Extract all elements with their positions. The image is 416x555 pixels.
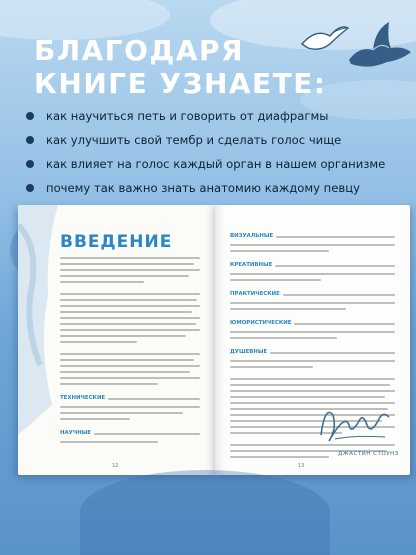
page-number-left: 12 <box>112 463 119 469</box>
keyword: ДУШЕВНЫЕ <box>230 349 268 355</box>
benefits-list <box>26 104 411 200</box>
signature-name: ДЖАСТИН СТОУНЗ <box>338 451 399 457</box>
list-item <box>26 104 411 128</box>
bullet-text: как улучшить свой тембр и сделать голос чище <box>46 133 342 147</box>
keyword-line <box>230 349 395 356</box>
headline <box>34 34 327 100</box>
list-item <box>26 176 411 200</box>
bullet-dot <box>26 184 34 192</box>
author-signature <box>315 395 395 450</box>
keyword-line <box>60 430 200 437</box>
page-number-right: 13 <box>298 463 305 469</box>
list-item <box>26 152 411 176</box>
keyword-line <box>230 320 395 327</box>
keyword: ВИЗУАЛЬНЫЕ <box>230 233 274 239</box>
left-page-text <box>60 257 200 447</box>
bullet-dot <box>26 112 34 120</box>
bullet-dot <box>26 160 34 168</box>
bullet-text: как влияет на голос каждый орган в нашем организме <box>46 157 386 171</box>
intro-title: ВВЕДЕНИЕ <box>60 232 173 252</box>
headline-line-1: БЛАГОДАРЯ <box>34 34 245 67</box>
keyword: ПРАКТИЧЕСКИЕ <box>230 291 280 297</box>
small-bird-icon <box>300 22 350 58</box>
keyword: КРЕАТИВНЫЕ <box>230 262 273 268</box>
decorative-shape <box>80 470 330 555</box>
bullet-dot <box>26 136 34 144</box>
bullet-text: почему так важно знать анатомию каждому певцу <box>46 181 360 195</box>
keyword: НАУЧНЫЕ <box>60 430 91 436</box>
keyword-line <box>230 233 395 240</box>
keyword-line <box>60 395 200 402</box>
large-bird-icon <box>345 20 415 78</box>
keyword: ТЕХНИЧЕСКИЕ <box>60 395 106 401</box>
list-item <box>26 128 411 152</box>
keyword: ЮМОРИСТИЧЕСКИЕ <box>230 320 292 326</box>
bullet-text: как научиться петь и говорить от диафрагмы <box>46 109 329 123</box>
keyword-line <box>230 291 395 298</box>
keyword-line <box>230 262 395 269</box>
headline-line-2: КНИГЕ УЗНАЕТЕ: <box>34 67 327 100</box>
